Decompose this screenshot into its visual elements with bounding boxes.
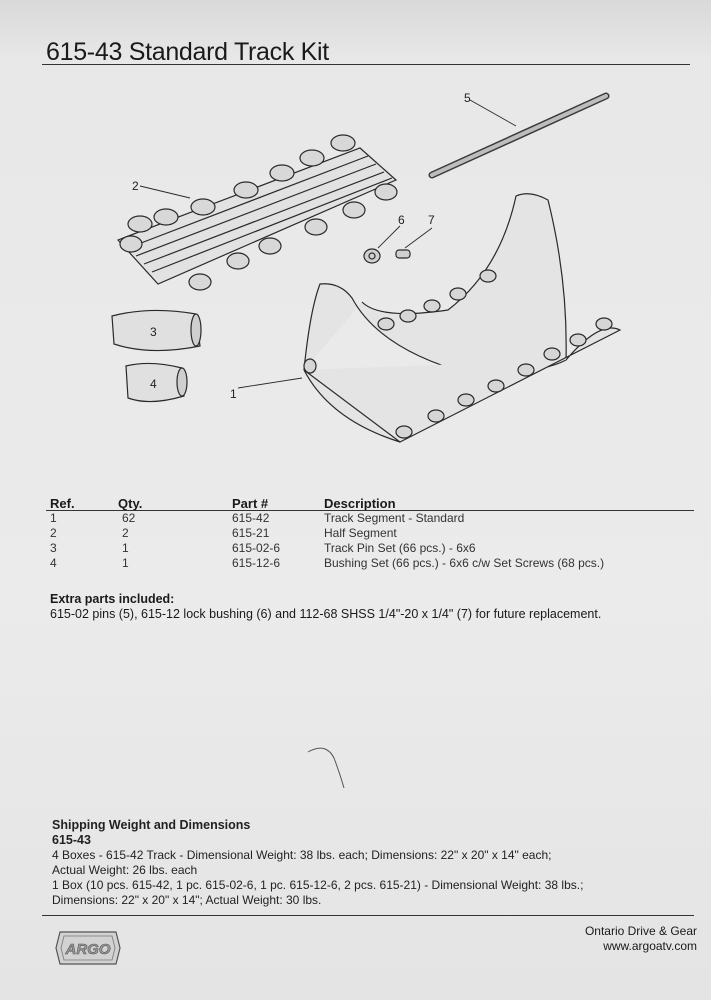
shipping-kit-number: 615-43 — [52, 833, 91, 847]
extra-parts-heading: Extra parts included: — [50, 592, 175, 606]
shipping-line: 4 Boxes - 615-42 Track - Dimensional Weight: 38 lbs. each; Dimensions: 22" x 20" x 14" each; — [52, 848, 552, 862]
callout-6: 6 — [398, 213, 405, 227]
row-ref: 4 — [50, 556, 57, 570]
header-description: Description — [324, 496, 396, 511]
footer-divider — [42, 915, 694, 916]
row-description: Bushing Set (66 pcs.) - 6x6 c/w Set Screws (68 pcs.) — [324, 556, 605, 570]
exploded-view-drawing — [0, 70, 711, 490]
extra-parts-text: 615-02 pins (5), 615-12 lock bushing (6) and 112-68 SHSS 1/4"-20 x 1/4" (7) for future replacement. — [50, 607, 602, 621]
row-qty: 2 — [122, 526, 129, 540]
callout-5: 5 — [464, 91, 471, 105]
shipping-line: 1 Box (10 pcs. 615-42, 1 pc. 615-02-6, 1 pc. 615-12-6, 2 pcs. 615-21) - Dimensional Weight: 38 lbs.; — [52, 878, 584, 892]
row-ref: 1 — [50, 511, 57, 525]
row-qty: 1 — [122, 556, 129, 570]
header-part: Part # — [232, 496, 269, 511]
title-divider — [42, 64, 690, 65]
page-title: 615-43 Standard Track Kit — [46, 38, 329, 66]
extra-parts-section — [50, 592, 690, 622]
logo-text: ARGO — [65, 941, 111, 958]
row-part: 615-42 — [232, 511, 270, 525]
row-ref: 2 — [50, 526, 57, 540]
callout-7: 7 — [428, 213, 435, 227]
row-part: 615-12-6 — [232, 556, 281, 570]
header-ref: Ref. — [50, 496, 75, 511]
parts-diagram — [0, 70, 711, 490]
company-info — [585, 924, 697, 954]
table-row — [46, 541, 696, 556]
shipping-heading: Shipping Weight and Dimensions — [52, 818, 251, 832]
table-row — [46, 526, 696, 541]
half-segment-drawing — [118, 135, 397, 290]
shipping-section — [52, 818, 652, 908]
callout-1: 1 — [230, 387, 237, 401]
row-qty: 1 — [122, 541, 129, 555]
row-description: Track Pin Set (66 pcs.) - 6x6 — [324, 541, 476, 555]
row-description: Half Segment — [324, 526, 397, 540]
row-qty: 62 — [122, 511, 136, 525]
company-website-link[interactable]: www.argoatv.com — [603, 939, 697, 953]
shipping-line: Dimensions: 22" x 20" x 14"; Actual Weight: 30 lbs. — [52, 893, 322, 907]
table-row — [46, 511, 696, 526]
table-row — [46, 556, 696, 571]
callout-3: 3 — [150, 325, 157, 339]
header-qty: Qty. — [118, 496, 143, 511]
pen-mark — [300, 742, 350, 792]
row-part: 615-02-6 — [232, 541, 281, 555]
company-name: Ontario Drive & Gear — [584, 924, 697, 938]
shipping-line: Actual Weight: 26 lbs. each — [52, 863, 198, 877]
row-part: 615-21 — [232, 526, 270, 540]
row-ref: 3 — [50, 541, 57, 555]
argo-logo — [54, 928, 122, 968]
bushing-and-screw-drawing — [364, 226, 432, 263]
track-segment-drawing — [238, 194, 620, 442]
row-description: Track Segment - Standard — [324, 511, 465, 525]
parts-table — [46, 511, 696, 571]
track-pin-long-drawing — [432, 96, 606, 175]
callout-4: 4 — [150, 377, 157, 391]
callout-2: 2 — [132, 179, 139, 193]
